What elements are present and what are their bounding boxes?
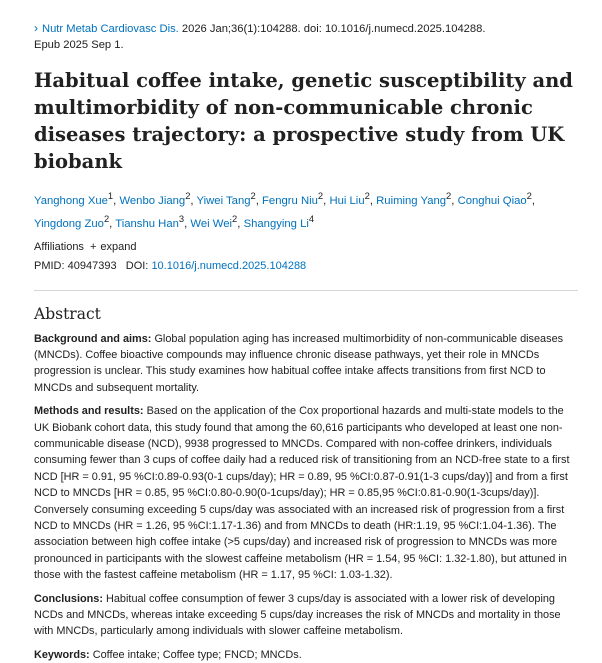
affiliation-number[interactable]: 2 xyxy=(232,212,238,224)
abstract-background xyxy=(34,331,578,397)
section-label: Conclusions: xyxy=(34,592,103,605)
abstract-methods-results xyxy=(34,403,578,583)
author-link[interactable]: Wenbo Jiang xyxy=(119,194,186,207)
article-title: Habitual coffee intake, genetic susceptibility and multimorbidity of non-communicable chronic diseases trajectory: a prospective study from UK biobank xyxy=(34,69,573,173)
abstract-conclusions xyxy=(34,591,578,640)
keywords xyxy=(34,647,578,663)
journal-link[interactable]: Nutr Metab Cardiovasc Dis. xyxy=(42,23,179,35)
affiliation-number[interactable]: 2 xyxy=(364,190,370,201)
section-text: Habitual coffee consumption of fewer 3 cups/day is associated with a lower risk of developing NCDs and MNCDs, whereas intake exceeding 5 cups/day increases the risk of MNCDs and mortality in those with MNCDs, particularly among individuals with slower caffeine metabolism. xyxy=(34,592,561,638)
doi-link[interactable]: 10.1016/j.numecd.2025.104288 xyxy=(151,259,307,272)
affiliation-number[interactable]: 2 xyxy=(526,190,532,201)
affiliations-row xyxy=(34,239,578,255)
divider xyxy=(34,290,578,291)
section-text: Global population aging has increased multimorbidity of non-communicable diseases (MNCDs). Coffee bioactive compounds may influence chronic disease pathways, yet their role in MNCDs progression is unclear. This study examines how habitual coffee intake affects transitions from first NCD to MNCDs and subsequent mortality. xyxy=(34,332,564,394)
affiliation-number[interactable]: 2 xyxy=(103,212,110,224)
author-link[interactable]: Yingdong Zuo xyxy=(34,217,104,230)
author-link[interactable]: Hui Liu xyxy=(329,194,365,207)
author-link[interactable]: Fengru Niu xyxy=(262,194,318,207)
citation-details: 2026 Jan;36(1):104288. doi: 10.1016/j.numecd.2025.104288. xyxy=(181,23,486,35)
doi-label: DOI: xyxy=(125,259,149,272)
section-label: Background and aims: xyxy=(34,332,152,345)
affiliation-number[interactable]: 2 xyxy=(185,190,191,201)
author-link[interactable]: Wei Wei xyxy=(190,217,233,230)
affiliation-number[interactable]: 2 xyxy=(446,190,452,201)
citation-line xyxy=(34,20,578,53)
affiliation-number[interactable]: 2 xyxy=(317,190,324,201)
abstract-heading: Abstract xyxy=(34,304,101,323)
plus-icon[interactable]: + xyxy=(89,240,97,253)
author-link[interactable]: Yiwei Tang xyxy=(196,194,251,207)
affiliation-number[interactable]: 4 xyxy=(308,212,315,224)
author-link[interactable]: Yanghong Xue xyxy=(34,194,108,207)
epub-date: Epub 2025 Sep 1. xyxy=(34,39,124,51)
author-list: Yanghong Xue$^1$, Wenbo Jiang$^2$, Yiwei Tang$^2$, Fengru Niu$^2$, Hui Liu$^2$, Ruiming Yang$^2$, Conghui Qiao$^2$, Yingdong Zuo$^2$, Tianshu Han$^3$, Wei Wei$^2$, Shangying Li$^4$ xyxy=(34,190,536,230)
keywords-text: Coffee intake; Coffee type; FNCD; MNCDs. xyxy=(92,648,302,661)
affiliation-number[interactable]: 3 xyxy=(178,212,185,224)
identifiers xyxy=(34,258,578,274)
author-link[interactable]: Tianshu Han xyxy=(115,217,179,230)
affiliations-label: Affiliations xyxy=(34,240,84,253)
affiliation-number[interactable]: 1 xyxy=(107,190,114,201)
author-link[interactable]: Ruiming Yang xyxy=(376,194,447,207)
chevron-right-icon: › xyxy=(34,21,38,35)
section-label: Methods and results: xyxy=(34,405,144,418)
pmid-label: PMID: xyxy=(34,259,65,272)
affiliation-number[interactable]: 2 xyxy=(250,190,256,201)
author-link[interactable]: Shangying Li xyxy=(243,217,309,230)
section-text: Based on the application of the Cox proportional hazards and multi-state models to the UK Biobank cohort data, this study found that among the 60,616 participants who developed at least one non-communicable disease (NCD), 9938 progressed to MNCDs. Compared with non-coffee drinkers, individuals consuming fewer than 3 cups of coffee daily had a reduced risk of transitioning from an NCD-free state to a first NCD [HR = 0.91, 95 %CI:0.89-0.93(0-1 cups/day); HR = 0.89, 95 %CI:0.87-0.91(1-3 cups/day)] and from a first NCD to MNCDs [HR = 0.85, 95 %CI:0.80-0.90(0-1cups/day); HR = 0.85,95 %CI:0.81-0.90(1-3cups/day)]. Conversely consuming exceeding 5 cups/day was associated with an increased risk of progression from a first NCD to MNCDs (HR = 1.26, 95 %CI:1.17-1.36) and from MNCDs to death (HR:1.19, 95 %CI:1.04-1.36). The association between high coffee intake (>5 cups/day) and increased risk of progression to MNCDs was more pronounced in participants with the slowest caffeine metabolism (HR = 1.54, 95 %CI: 1.32-1.80), but attuned in those with the fastest caffeine metabolism (HR = 1.17, 95 %CI: 1.03-1.32). xyxy=(34,405,570,582)
author-link[interactable]: Conghui Qiao xyxy=(457,194,527,207)
pmid-value: 40947393 xyxy=(67,259,117,272)
keywords-label: Keywords: xyxy=(34,648,90,661)
expand-affiliations-button[interactable]: expand xyxy=(100,240,137,253)
